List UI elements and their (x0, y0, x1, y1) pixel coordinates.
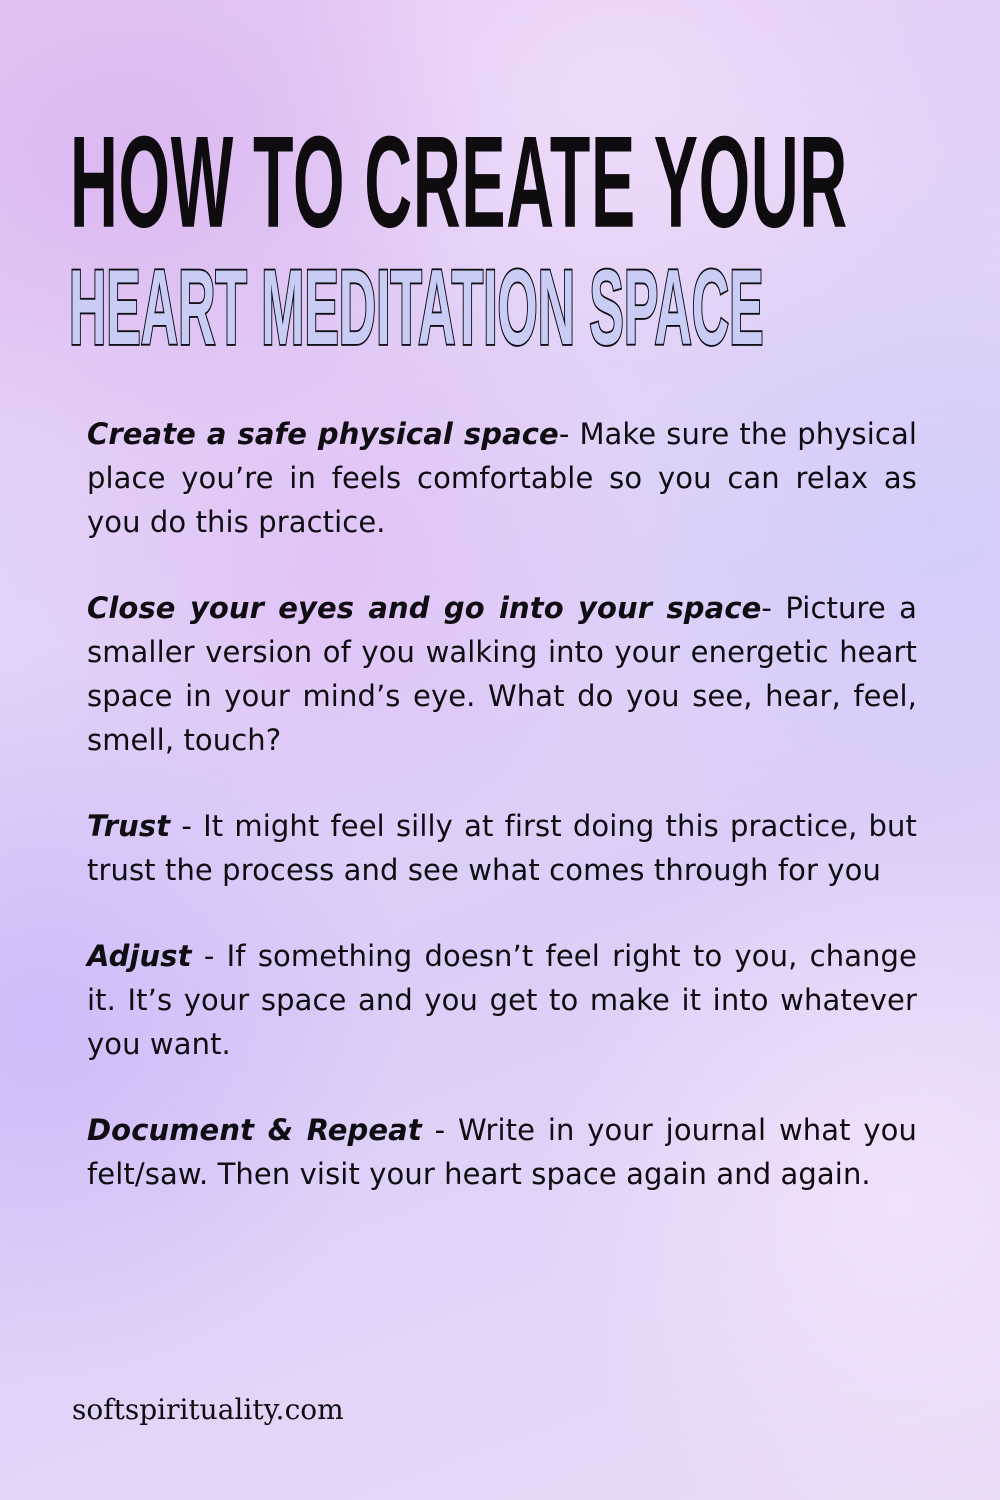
title-line-2: HEART MEDITATION SPACE (69, 247, 764, 368)
step-separator: - (761, 591, 786, 625)
step-trust (87, 804, 917, 892)
step-separator: - (170, 809, 204, 843)
site-url: softspirituality.com (72, 1393, 344, 1426)
step-heading: Create a safe physical space (87, 417, 559, 451)
step-adjust (87, 934, 917, 1066)
step-document-repeat (87, 1108, 917, 1196)
steps-list (87, 412, 917, 1238)
step-heading: Trust (87, 809, 171, 843)
step-heading: Adjust (87, 939, 192, 973)
step-text: Make sure the physical place you’re in feels comfortable so you can relax as you do this practice. (87, 417, 917, 539)
step-separator: - (421, 1113, 458, 1147)
title-line-1: HOW TO CREATE YOUR (70, 109, 848, 256)
step-text: Picture a smaller version of you walking into your energetic heart space in your mind’s eye. What do you see, hear, feel, smell, touch? (87, 591, 918, 757)
step-separator: - (558, 417, 580, 451)
step-close-eyes (87, 586, 917, 762)
step-text: If something doesn’t feel right to you, change it. It’s your space and you get to make it into whatever you want. (87, 939, 917, 1061)
step-separator: - (191, 939, 227, 973)
step-create-safe-space (87, 412, 917, 544)
step-heading: Close your eyes and go into your space (87, 591, 762, 625)
step-heading: Document & Repeat (87, 1113, 422, 1147)
step-text: It might feel silly at first doing this practice, but trust the process and see what comes through for you (87, 809, 918, 887)
step-text: Write in your journal what you felt/saw. Then visit your heart space again and again. (87, 1113, 918, 1191)
